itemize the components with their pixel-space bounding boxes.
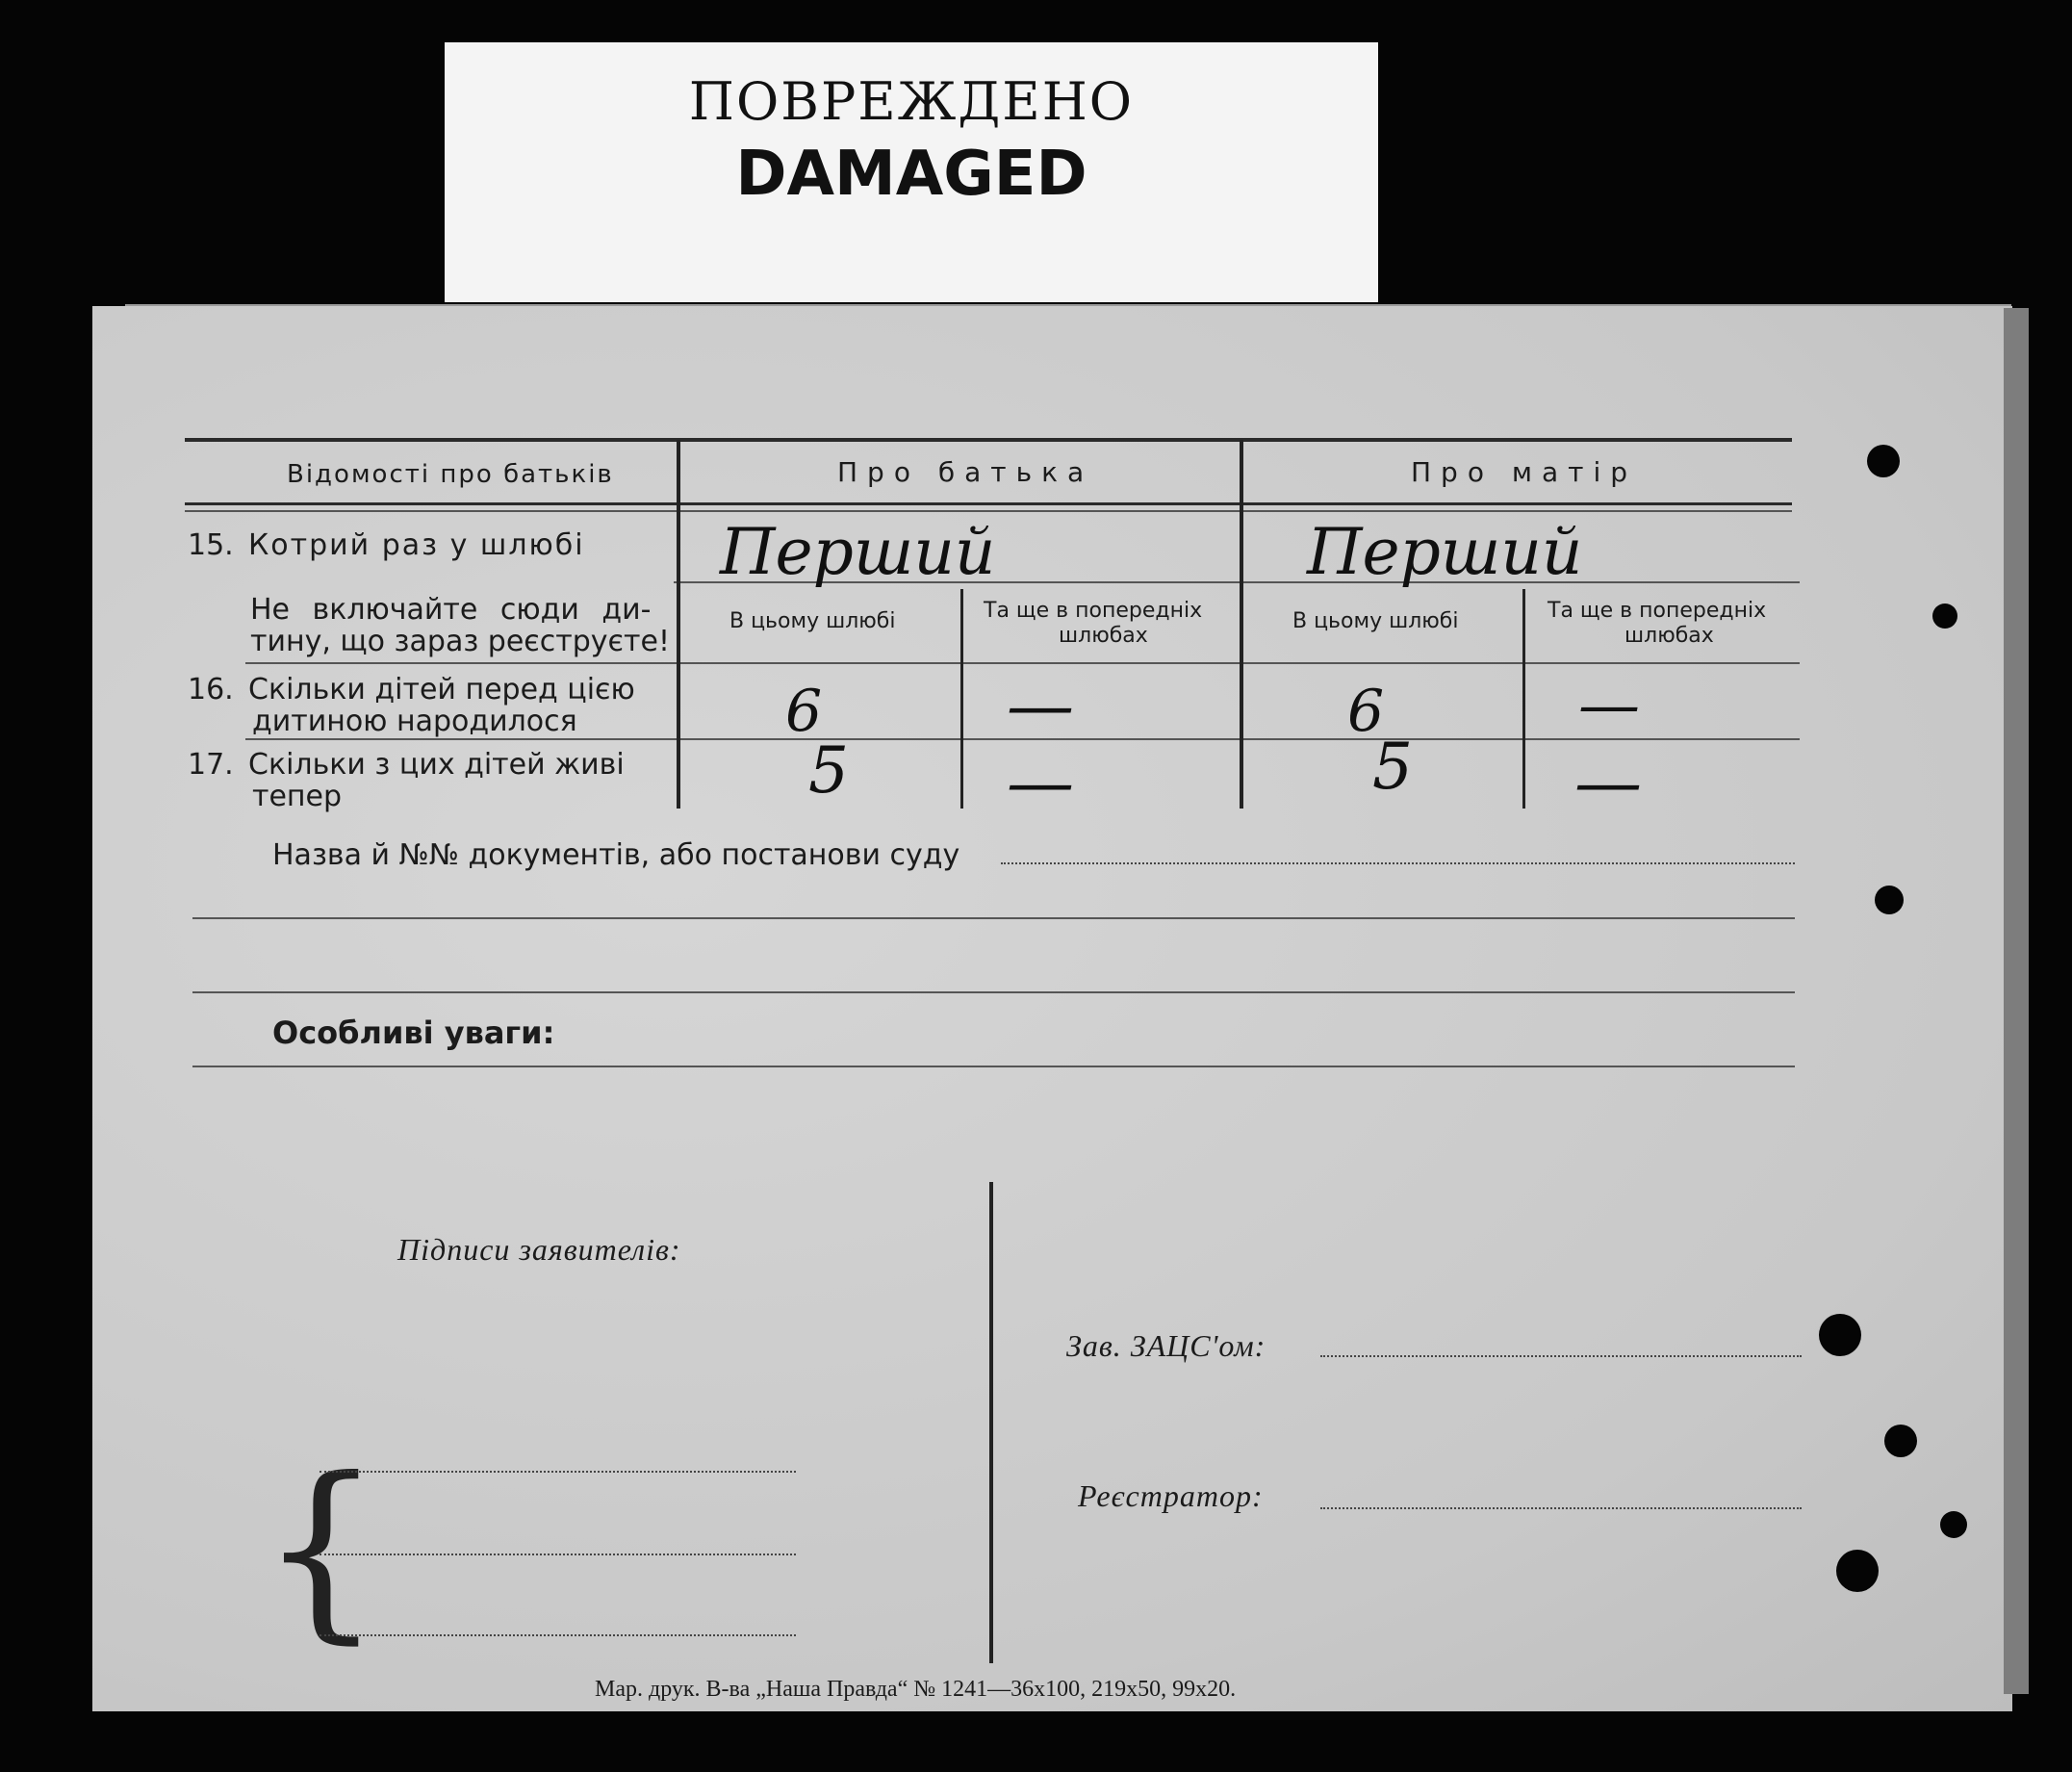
remarks-label: Особливі уваги: xyxy=(272,1014,555,1051)
paper-right-edge xyxy=(2004,308,2029,1694)
father-children-born-previous: — xyxy=(1007,666,1074,745)
subheader-mother-previous-1: Та ще в попередніх xyxy=(1548,599,1767,623)
documents-fill-line xyxy=(1001,862,1795,864)
signature-line-1 xyxy=(320,1471,796,1473)
table-header-rule-2 xyxy=(185,510,1792,512)
father-children-alive-this: 5 xyxy=(808,733,849,808)
documents-line-3 xyxy=(192,991,1795,993)
damaged-label-card xyxy=(445,42,1378,302)
signature-line-2 xyxy=(320,1554,796,1555)
punch-hole xyxy=(1932,604,1957,629)
table-header-rule xyxy=(185,502,1792,505)
table-divider-1 xyxy=(677,440,680,809)
mother-children-alive-this: 5 xyxy=(1372,730,1413,804)
registrar-label: Реєстратор: xyxy=(1078,1478,1264,1513)
printer-imprint: Мар. друк. В-ва „Наша Правда“ № 1241—36x100, 219x50, 99x20. xyxy=(595,1677,1237,1702)
row-note-rule xyxy=(245,662,1800,664)
documents-line-2 xyxy=(192,917,1795,919)
column-header-father: Про батька xyxy=(837,456,1094,488)
table-divider-father-sub xyxy=(960,589,963,809)
mother-children-born-previous: — xyxy=(1578,670,1640,741)
column-header-mother: Про матір xyxy=(1411,456,1638,488)
mother-children-born-this: 6 xyxy=(1347,678,1385,745)
mother-marriage-count: Перший xyxy=(1307,515,1583,589)
zags-head-label: Зав. ЗАЦС'ом: xyxy=(1066,1328,1266,1363)
subheader-father-previous-2: шлюбах xyxy=(1059,624,1148,648)
punch-hole xyxy=(1940,1511,1967,1538)
signature-line-3 xyxy=(320,1634,796,1636)
zags-head-signature-line xyxy=(1320,1355,1802,1357)
signature-divider xyxy=(989,1182,993,1663)
question-17-number: 17. xyxy=(188,748,234,782)
subheader-mother-this: В цьому шлюбі xyxy=(1292,609,1459,633)
damaged-label-ukrainian: ПОВРЕЖДЕНО xyxy=(688,71,1135,132)
signatures-label: Підписи заявителів: xyxy=(397,1232,681,1267)
registrar-signature-line xyxy=(1320,1507,1802,1509)
question-17-line-1: Скільки з цих дітей живі xyxy=(248,748,625,782)
punch-hole xyxy=(1867,445,1900,477)
question-17-line-2: тепер xyxy=(252,780,343,813)
table-divider-2 xyxy=(1240,440,1243,809)
punch-hole xyxy=(1875,886,1904,914)
signature-brace: { xyxy=(260,1437,383,1661)
subheader-father-previous-1: Та ще в попередніх xyxy=(984,599,1203,623)
question-15-text: Котрий раз у шлюбі xyxy=(248,528,585,562)
subheader-mother-previous-2: шлюбах xyxy=(1624,624,1714,648)
question-16-line-2: дитиною народилося xyxy=(252,705,577,738)
question-15-number: 15. xyxy=(188,528,234,562)
father-marriage-count: Перший xyxy=(720,515,996,589)
father-children-born-this: 6 xyxy=(785,678,823,745)
question-16-number: 16. xyxy=(188,673,234,706)
remarks-line xyxy=(192,1066,1795,1067)
table-top-rule xyxy=(185,438,1792,442)
documents-label: Назва й №№ документів, або постанови суду xyxy=(272,838,960,872)
father-children-alive-previous: — xyxy=(1007,743,1074,822)
table-divider-mother-sub xyxy=(1522,589,1525,809)
column-header-info: Відомості про батьків xyxy=(287,460,614,489)
note-line-1: Не включайте сюди ди- xyxy=(250,593,652,627)
mother-children-alive-previous: — xyxy=(1574,743,1642,822)
punch-hole xyxy=(1819,1314,1861,1356)
question-16-line-1: Скільки дітей перед цією xyxy=(248,673,635,706)
subheader-father-this: В цьому шлюбі xyxy=(729,609,896,633)
note-line-2: тину, що зараз реєструєте! xyxy=(250,625,670,658)
punch-hole xyxy=(1836,1550,1879,1592)
punch-hole xyxy=(1884,1425,1917,1457)
damaged-label-english: DAMAGED xyxy=(735,139,1087,210)
